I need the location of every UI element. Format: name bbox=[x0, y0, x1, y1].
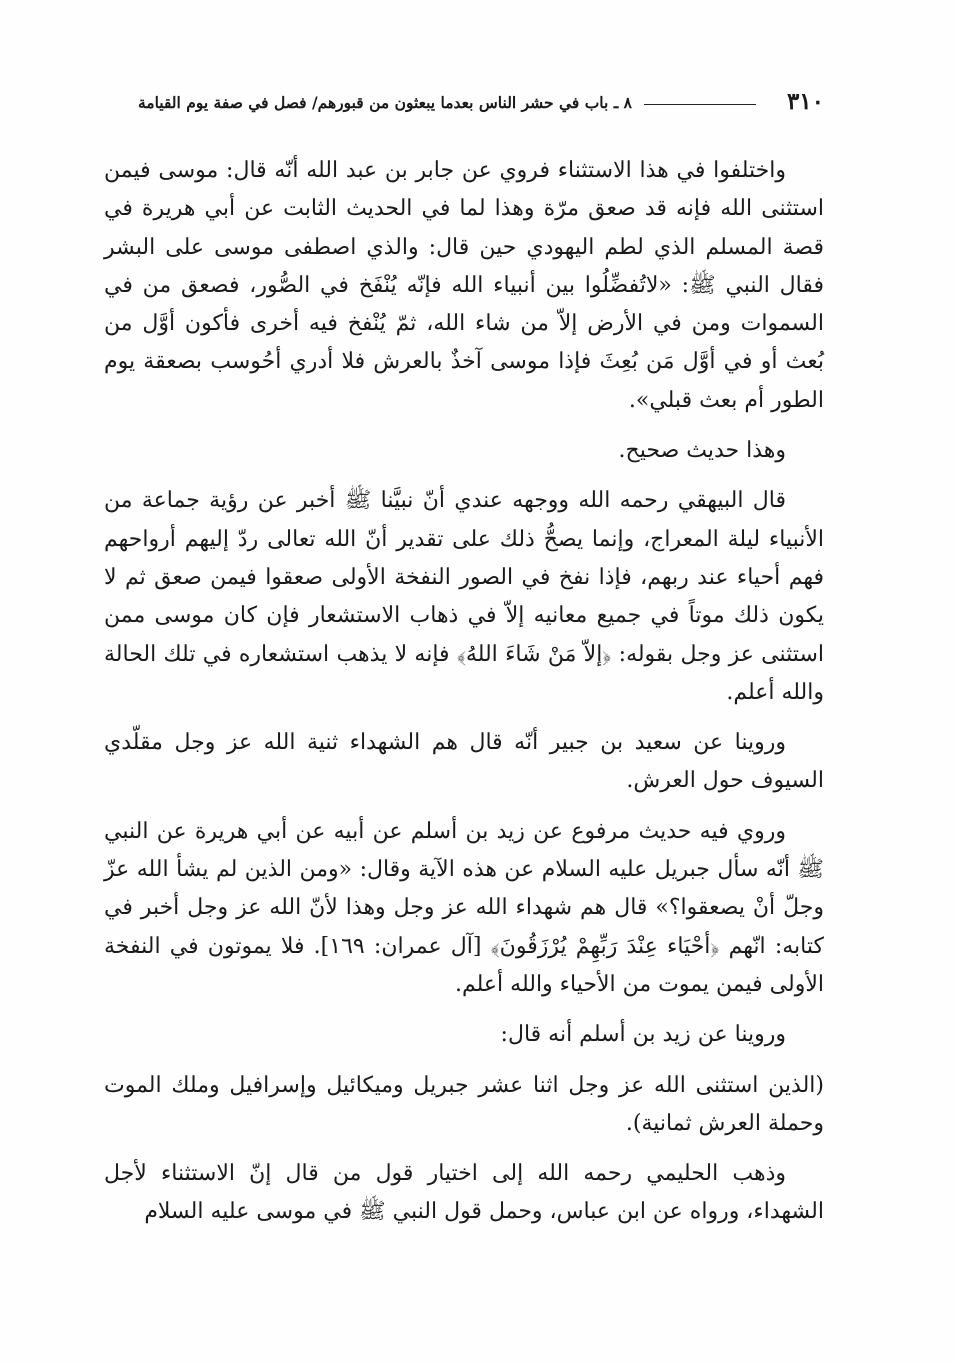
paragraph-5: وروي فيه حديث مرفوع عن زيد بن أسلم عن أبيه عن أبي هريرة عن النبي ﷺ أنّه سأل جبريل عليه السلام عن هذه الآية وقال: «ومن الذين لم يشأ الله عزّ وجلّ أنْ يصعقوا؟» قال هم شهداء الله عز وجل وهذا لأنّ الله عز وجل أخبر في كتابه: انّهم ﴿أحْيَاء عِنْدَ رَبِّهِمْ يُرْزَقُونَ﴾ [آل عمران: ١٦٩]. فلا يموتون في النفخة الأولى فيمن يموت من الأحياء والله أعلم. bbox=[104, 818, 824, 997]
quoted-paragraph: (الذين استثنى الله عز وجل اثنا عشر جبريل وميكائيل وإسرافيل وملك الموت وحملة العرش ثمانية). bbox=[104, 1072, 824, 1136]
paragraph-8: وذهب الحليمي رحمه الله إلى اختيار قول من قال إنّ الاستثناء لأجل الشهداء، ورواه عن ابن عباس، وحمل قول النبي ﷺ في موسى عليه السلام bbox=[104, 1161, 824, 1225]
running-header bbox=[100, 82, 824, 122]
paragraph-3: قال البيهقي رحمه الله ووجهه عندي أنّ نبيَّنا ﷺ أخبر عن رؤية جماعة من الأنبياء ليلة المعراج، وإنما يصحُّ ذلك على تقدير أنّ الله تعالى ردّ إليهم أرواحهم فهم أحياء عند ربهم، فإذا نفخ في الصور النفخة الأولى صعقوا فيمن صعق ثم لا يكون ذلك موتاً في جميع معانيه إلاّ في ذهاب الاستشعار فإن كان موسى ممن استثنى عز وجل بقوله: ﴿إلاّ مَنْ شَاءَ اللهُ﴾ فإنه لا يذهب استشعاره في تلك الحالة والله أعلم. bbox=[104, 488, 824, 705]
paragraph-6: وروينا عن زيد بن أسلم أنه قال: bbox=[500, 1022, 786, 1048]
header-rule bbox=[644, 104, 756, 105]
paragraph-2: وهذا حديث صحيح. bbox=[618, 438, 786, 464]
page-number: ٣١٠ bbox=[786, 88, 824, 115]
chapter-title: ٨ ـ باب في حشر الناس بعدما يبعثون من قبورهم/ فصل في صفة يوم القيامة bbox=[137, 93, 632, 112]
paragraph-1: واختلفوا في هذا الاستثناء فروي عن جابر بن عبد الله أنّه قال: موسى فيمن استثنى الله فإنه قد صعق مرّة وهذا لما في الحديث الثابت عن أبي هريرة في قصة المسلم الذي لطم اليهودي حين قال: والذي اصطفى موسى على البشر فقال النبي ﷺ: «لاتُفضِّلُوا بين أنبياء الله فإنّه يُنْفَخ في الصُّور، فصعق من في السموات ومن في الأرض إلاّ من شاء الله، ثمّ يُنْفخ فيه أخرى فأكون أوَّل من بُعث أو في أوَّل مَن بُعِثَ فإذا موسى آخذٌ بالعرش فلا أدري أحُوسب بصعقة يوم الطور أم بعث قبلي». bbox=[104, 158, 824, 413]
paragraph-4: وروينا عن سعيد بن جبير أنّه قال هم الشهداء ثنية الله عز وجل مقلّدي السيوف حول العرش. bbox=[104, 730, 824, 794]
body-text bbox=[104, 152, 824, 1244]
